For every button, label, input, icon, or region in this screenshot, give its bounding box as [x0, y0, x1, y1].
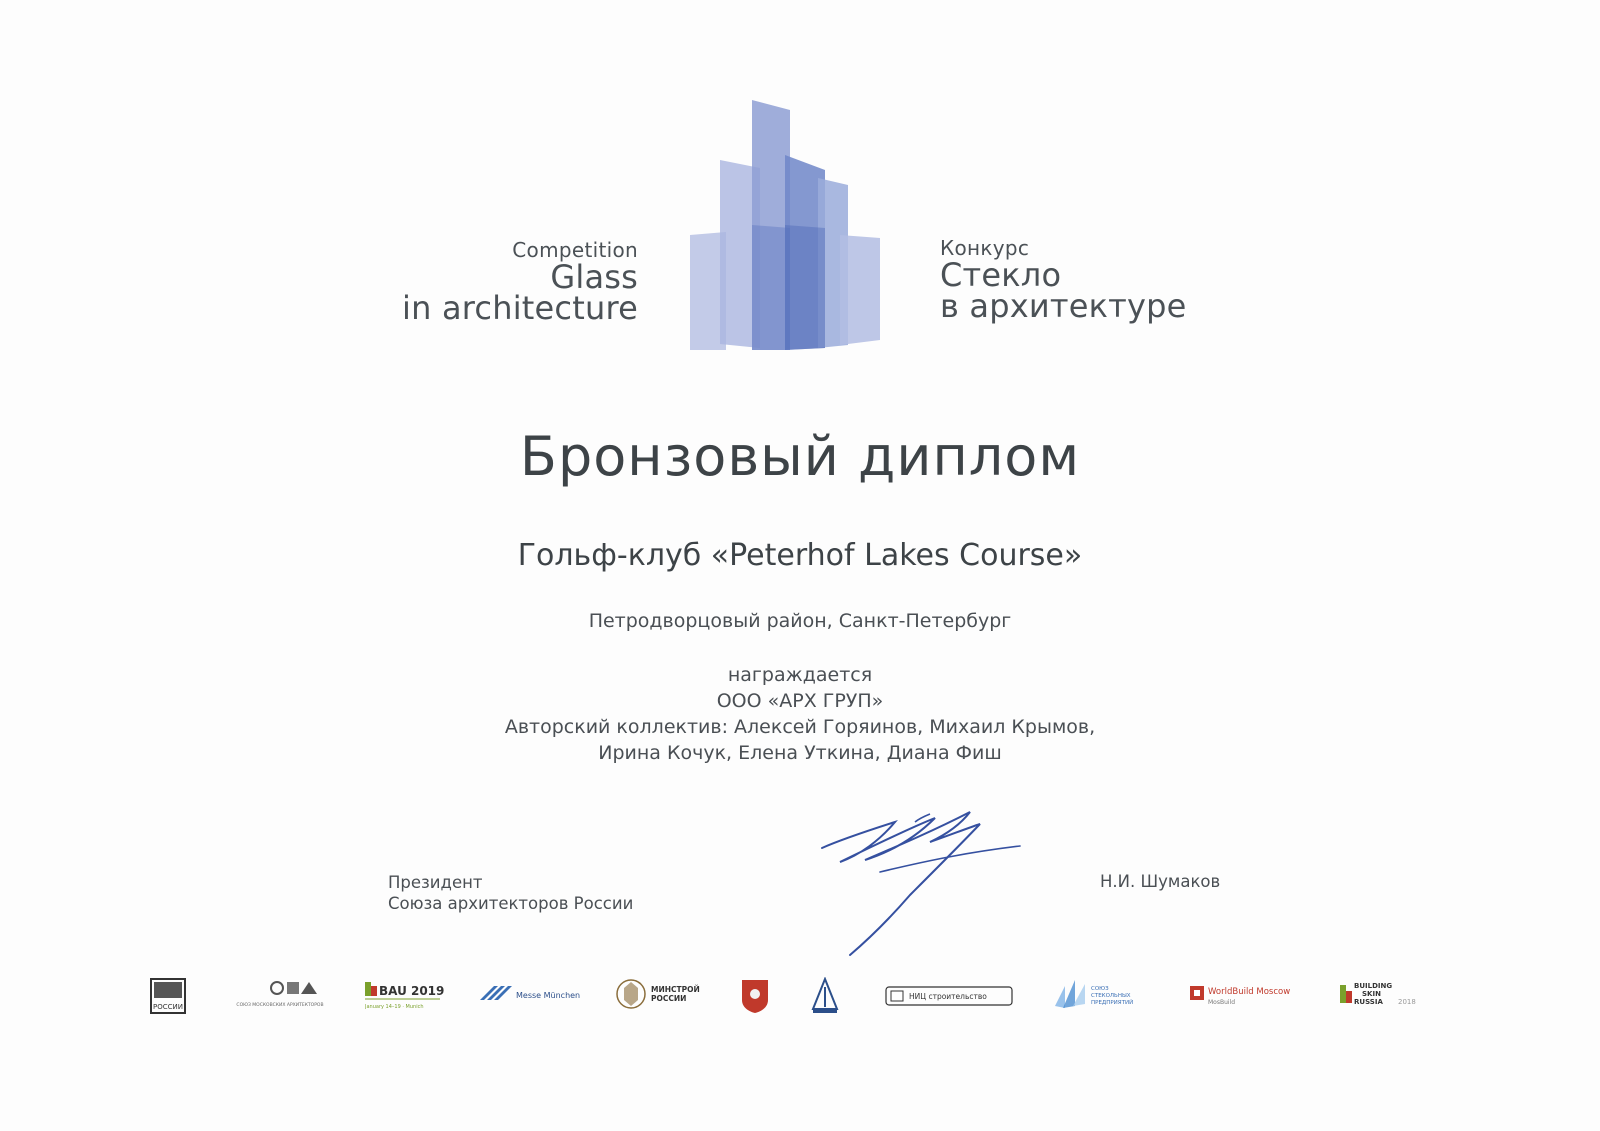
- team-line-2: Ирина Кочук, Елена Уткина, Диана Фиш: [598, 742, 1002, 764]
- bau-2019-logo: [365, 970, 445, 1022]
- svg-text:ПРЕДПРИЯТИЙ: ПРЕДПРИЯТИЙ: [1091, 1000, 1134, 1006]
- svg-text:МИНСТРОЙ: МИНСТРОЙ: [651, 985, 700, 994]
- competition-label-ru: Конкурс: [940, 236, 1030, 260]
- architects-emblem-logo: [810, 970, 840, 1022]
- glass-enterprises-union-logo: [1055, 970, 1155, 1022]
- moscow-architects-union-logo: [235, 970, 325, 1022]
- worldbuild-moscow-logo: [1190, 970, 1305, 1022]
- competition-title-en: [402, 238, 638, 327]
- competition-name-en-line2: in architecture: [402, 289, 638, 327]
- moscow-coat-of-arms-logo: [740, 970, 770, 1022]
- mosbuild-text: MosBuild: [1208, 999, 1236, 1006]
- awarded-label: награждается: [727, 664, 873, 686]
- competition-title-ru: [940, 236, 1187, 325]
- sponsor-logos: [150, 970, 1450, 1030]
- team-line-1: Авторский коллектив: Алексей Горяинов, Михаил Крымов,: [504, 716, 1096, 738]
- company-name: ООО «АРХ ГРУП»: [716, 690, 884, 712]
- building-skin-year: 2018: [1398, 998, 1416, 1006]
- minstroy-russia-logo: [615, 970, 710, 1022]
- union-architects-russia-text: РОССИИ: [153, 1003, 183, 1011]
- union-architects-russia-logo: [150, 970, 186, 1022]
- bau-2019-text: BAU 2019: [379, 984, 445, 998]
- signatory-name: Н.И. Шумаков: [1100, 872, 1221, 891]
- signatory-role-line2: Союза архитекторов России: [388, 894, 634, 913]
- messe-munchen-text: Messe München: [516, 991, 580, 1000]
- svg-text:СОЮЗ: СОЮЗ: [1091, 986, 1109, 992]
- competition-label-en: Competition: [512, 238, 638, 262]
- svg-text:BUILDING: BUILDING: [1354, 982, 1393, 990]
- signatory-role-line1: Президент: [388, 873, 483, 892]
- svg-text:СТЕКОЛЬНЫХ: СТЕКОЛЬНЫХ: [1091, 993, 1131, 999]
- svg-text:РОССИИ: РОССИИ: [651, 994, 687, 1003]
- messe-munchen-logo: [480, 970, 580, 1022]
- nic-stroitelstvo-logo: [885, 970, 1015, 1022]
- competition-name-ru-line2: в архитектуре: [940, 287, 1187, 325]
- project-location: Петродворцовый район, Санкт-Петербург: [588, 610, 1012, 632]
- diploma-title: Бронзовый диплом: [519, 425, 1081, 488]
- award-details: [0, 662, 1600, 766]
- bau-2019-dates: January 14–19 · Munich: [365, 1004, 424, 1010]
- building-skin-russia-logo: [1340, 970, 1430, 1022]
- svg-text:СОЮЗ МОСКОВСКИХ АРХИТЕКТОРОВ: СОЮЗ МОСКОВСКИХ АРХИТЕКТОРОВ: [236, 1003, 324, 1008]
- glass-buildings-logo-icon: [690, 100, 900, 360]
- svg-text:RUSSIA: RUSSIA: [1354, 998, 1383, 1006]
- competition-name-en-line1: Glass: [550, 258, 638, 296]
- worldbuild-moscow-text: WorldBuild Moscow: [1208, 987, 1291, 997]
- nic-stroitelstvo-text: НИЦ строительство: [909, 992, 987, 1001]
- handwritten-signature: [820, 800, 1030, 960]
- project-name: Гольф-клуб «Peterhof Lakes Course»: [517, 538, 1083, 573]
- signatory-role: [388, 872, 633, 914]
- svg-text:SKIN: SKIN: [1362, 990, 1381, 998]
- competition-name-ru-line1: Стекло: [940, 256, 1062, 294]
